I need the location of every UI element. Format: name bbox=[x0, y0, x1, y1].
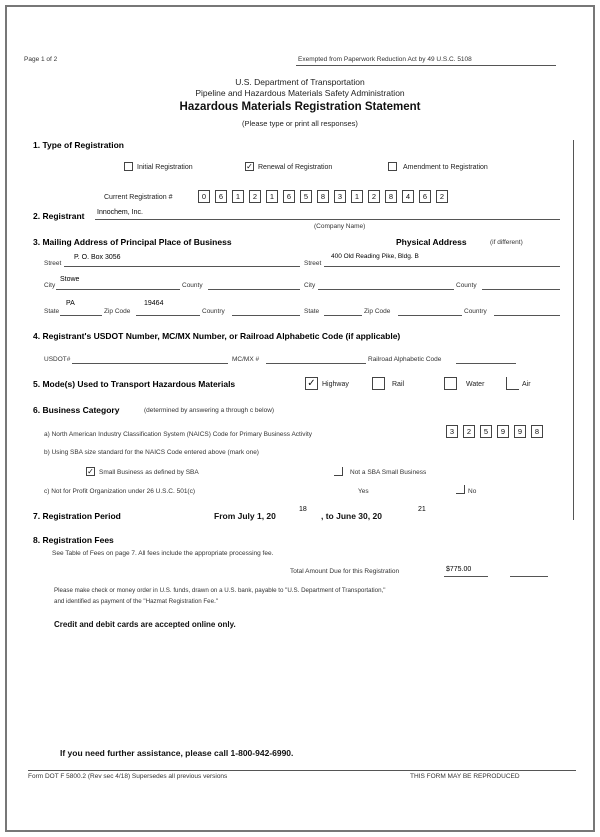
right-margin-rule bbox=[573, 140, 574, 520]
small-business-label: Small Business as defined by SBA bbox=[99, 469, 199, 476]
reg-digit[interactable]: 8 bbox=[317, 190, 329, 203]
period-from: From July 1, 20 bbox=[214, 511, 276, 521]
section-6-note: (determined by answering a through c below) bbox=[144, 407, 275, 414]
street-label: Street bbox=[44, 260, 62, 267]
highway-checkbox[interactable]: ✓ bbox=[305, 377, 318, 390]
section-1-heading: 1. Type of Registration bbox=[33, 140, 124, 150]
country-label: Country bbox=[202, 308, 225, 315]
registrant-name-line bbox=[95, 219, 560, 220]
period-from-year[interactable]: 18 bbox=[299, 506, 307, 513]
registrant-name-value[interactable]: Innochem, Inc. bbox=[97, 209, 143, 216]
form-number: Form DOT F 5800.2 (Rev sec 4/18) Supersedes all previous versions bbox=[28, 773, 228, 780]
state-line bbox=[60, 315, 102, 316]
physical-county-label: County bbox=[456, 282, 477, 289]
naics-digit[interactable]: 8 bbox=[531, 425, 543, 438]
reg-digit[interactable]: 6 bbox=[215, 190, 227, 203]
reg-digit[interactable]: 5 bbox=[300, 190, 312, 203]
naics-digit[interactable]: 5 bbox=[480, 425, 492, 438]
credit-card-note: Credit and debit cards are accepted online only. bbox=[54, 620, 236, 629]
current-registration-label: Current Registration # bbox=[104, 194, 173, 201]
total-amount-line bbox=[444, 576, 488, 577]
city-line bbox=[56, 289, 180, 290]
zip-value[interactable]: 19464 bbox=[144, 300, 164, 307]
form-instruction: (Please type or print all responses) bbox=[242, 119, 358, 128]
exempt-note: Exempted from Paperwork Reduction Act by 49 U.S.C. 5108 bbox=[298, 56, 472, 63]
amendment-label: Amendment to Registration bbox=[403, 164, 488, 171]
rail-code-label: Railroad Alphabetic Code bbox=[368, 356, 442, 363]
not-small-business-checkbox[interactable] bbox=[334, 467, 343, 476]
state-value[interactable]: PA bbox=[66, 300, 75, 307]
total-amount-value[interactable]: $775.00 bbox=[446, 566, 472, 573]
initial-registration-label: Initial Registration bbox=[137, 164, 193, 171]
fee-table-note: See Table of Fees on page 7. All fees include the appropriate processing fee. bbox=[52, 550, 274, 557]
reg-digit[interactable]: 6 bbox=[419, 190, 431, 203]
physical-state-line bbox=[324, 315, 362, 316]
agency-admin: Pipeline and Hazardous Materials Safety Administration bbox=[195, 88, 405, 98]
naics-digit[interactable]: 9 bbox=[514, 425, 526, 438]
company-name-caption: (Company Name) bbox=[314, 223, 366, 230]
section-8-heading: 8. Registration Fees bbox=[33, 535, 114, 545]
highway-label: Highway bbox=[322, 381, 349, 388]
rail-code-line bbox=[456, 363, 516, 364]
physical-city-line bbox=[318, 289, 454, 290]
renewal-label: Renewal of Registration bbox=[258, 164, 333, 171]
county-line bbox=[208, 289, 300, 290]
page-border bbox=[5, 5, 595, 832]
period-to: , to June 30, 20 bbox=[321, 511, 382, 521]
if-different-note: (if different) bbox=[490, 239, 523, 246]
agency-name: U.S. Department of Transportation bbox=[235, 77, 365, 87]
zip-label: Zip Code bbox=[104, 308, 131, 315]
city-value[interactable]: Stowe bbox=[60, 276, 80, 283]
not-small-business-label: Not a SBA Small Business bbox=[350, 469, 427, 476]
initial-registration-checkbox[interactable] bbox=[124, 162, 133, 171]
assistance-note: If you need further assistance, please call 1-800-942-6990. bbox=[60, 748, 294, 758]
small-business-checkbox[interactable]: ✓ bbox=[87, 467, 94, 476]
street-line bbox=[64, 266, 300, 267]
nonprofit-no-checkbox[interactable] bbox=[456, 485, 465, 494]
nonprofit-yes-label: Yes bbox=[358, 488, 369, 495]
usdot-label: USDOT# bbox=[44, 356, 71, 363]
reproduction-note: THIS FORM MAY BE REPRODUCED bbox=[410, 773, 520, 780]
nonprofit-no-label: No bbox=[468, 488, 477, 495]
nonprofit-question: c) Not for Profit Organization under 26 U.S.C. 501(c) bbox=[44, 488, 196, 495]
section-4-heading: 4. Registrant's USDOT Number, MC/MX Number, or Railroad Alphabetic Code (if applicable) bbox=[33, 331, 401, 341]
physical-zip-label: Zip Code bbox=[364, 308, 391, 315]
mcmx-line bbox=[266, 363, 366, 364]
water-checkbox[interactable] bbox=[444, 377, 457, 390]
air-checkbox[interactable] bbox=[506, 377, 519, 390]
total-amount-line-2 bbox=[510, 576, 548, 577]
reg-digit[interactable]: 3 bbox=[334, 190, 346, 203]
form-title: Hazardous Materials Registration Statement bbox=[179, 101, 421, 113]
physical-street-value[interactable]: 400 Old Reading Pike, Bldg. B bbox=[331, 253, 419, 260]
county-label: County bbox=[182, 282, 203, 289]
mcmx-label: MC/MX # bbox=[232, 356, 260, 363]
naics-question: a) North American Industry Classification System (NAICS) Code for Primary Business Activity bbox=[44, 431, 313, 438]
section-7-heading: 7. Registration Period bbox=[33, 511, 121, 521]
country-line bbox=[232, 315, 300, 316]
reg-digit[interactable]: 2 bbox=[436, 190, 448, 203]
sba-question: b) Using SBA size standard for the NAICS Code entered above (mark one) bbox=[44, 449, 259, 456]
reg-digit[interactable]: 1 bbox=[266, 190, 278, 203]
zip-line bbox=[136, 315, 200, 316]
naics-digit[interactable]: 3 bbox=[446, 425, 458, 438]
physical-zip-line bbox=[398, 315, 462, 316]
rail-checkbox[interactable] bbox=[372, 377, 385, 390]
section-6-heading: 6. Business Category bbox=[33, 405, 120, 415]
state-label: State bbox=[44, 308, 60, 315]
city-label: City bbox=[44, 282, 56, 289]
physical-city-label: City bbox=[304, 282, 316, 289]
reg-digit[interactable]: 4 bbox=[402, 190, 414, 203]
reg-digit[interactable]: 0 bbox=[198, 190, 210, 203]
reg-digit[interactable]: 8 bbox=[385, 190, 397, 203]
payment-instructions-2: and identified as payment of the "Hazmat Registration Fee." bbox=[54, 598, 218, 605]
physical-country-line bbox=[494, 315, 560, 316]
exempt-rule bbox=[296, 65, 556, 66]
reg-digit[interactable]: 2 bbox=[368, 190, 380, 203]
street-value[interactable]: P. O. Box 3056 bbox=[74, 254, 121, 261]
section-5-heading: 5. Mode(s) Used to Transport Hazardous Materials bbox=[33, 379, 236, 389]
amendment-checkbox[interactable] bbox=[388, 162, 397, 171]
rail-label: Rail bbox=[392, 381, 405, 388]
renewal-checkbox[interactable]: ✓ bbox=[246, 162, 253, 171]
section-2-heading: 2. Registrant bbox=[33, 211, 85, 221]
total-amount-label: Total Amount Due for this Registration bbox=[290, 568, 400, 575]
physical-country-label: Country bbox=[464, 308, 487, 315]
reg-digit[interactable]: 1 bbox=[351, 190, 363, 203]
physical-address-heading: Physical Address bbox=[396, 237, 467, 247]
physical-street-label: Street bbox=[304, 260, 322, 267]
water-label: Water bbox=[466, 381, 485, 388]
air-label: Air bbox=[522, 381, 531, 388]
naics-digit[interactable]: 9 bbox=[497, 425, 509, 438]
physical-state-label: State bbox=[304, 308, 320, 315]
usdot-line bbox=[72, 363, 228, 364]
physical-street-line bbox=[324, 266, 560, 267]
physical-county-line bbox=[482, 289, 560, 290]
period-to-year[interactable]: 21 bbox=[418, 506, 426, 513]
payment-instructions: Please make check or money order in U.S. funds, drawn on a U.S. bank, payable to "U.S. Department of Transportation," bbox=[54, 587, 386, 594]
reg-digit[interactable]: 6 bbox=[283, 190, 295, 203]
section-3-heading: 3. Mailing Address of Principal Place of Business bbox=[33, 237, 232, 247]
reg-digit[interactable]: 2 bbox=[249, 190, 261, 203]
page-number: Page 1 of 2 bbox=[24, 56, 58, 63]
naics-digit[interactable]: 2 bbox=[463, 425, 475, 438]
reg-digit[interactable]: 1 bbox=[232, 190, 244, 203]
footer-rule bbox=[28, 770, 576, 771]
